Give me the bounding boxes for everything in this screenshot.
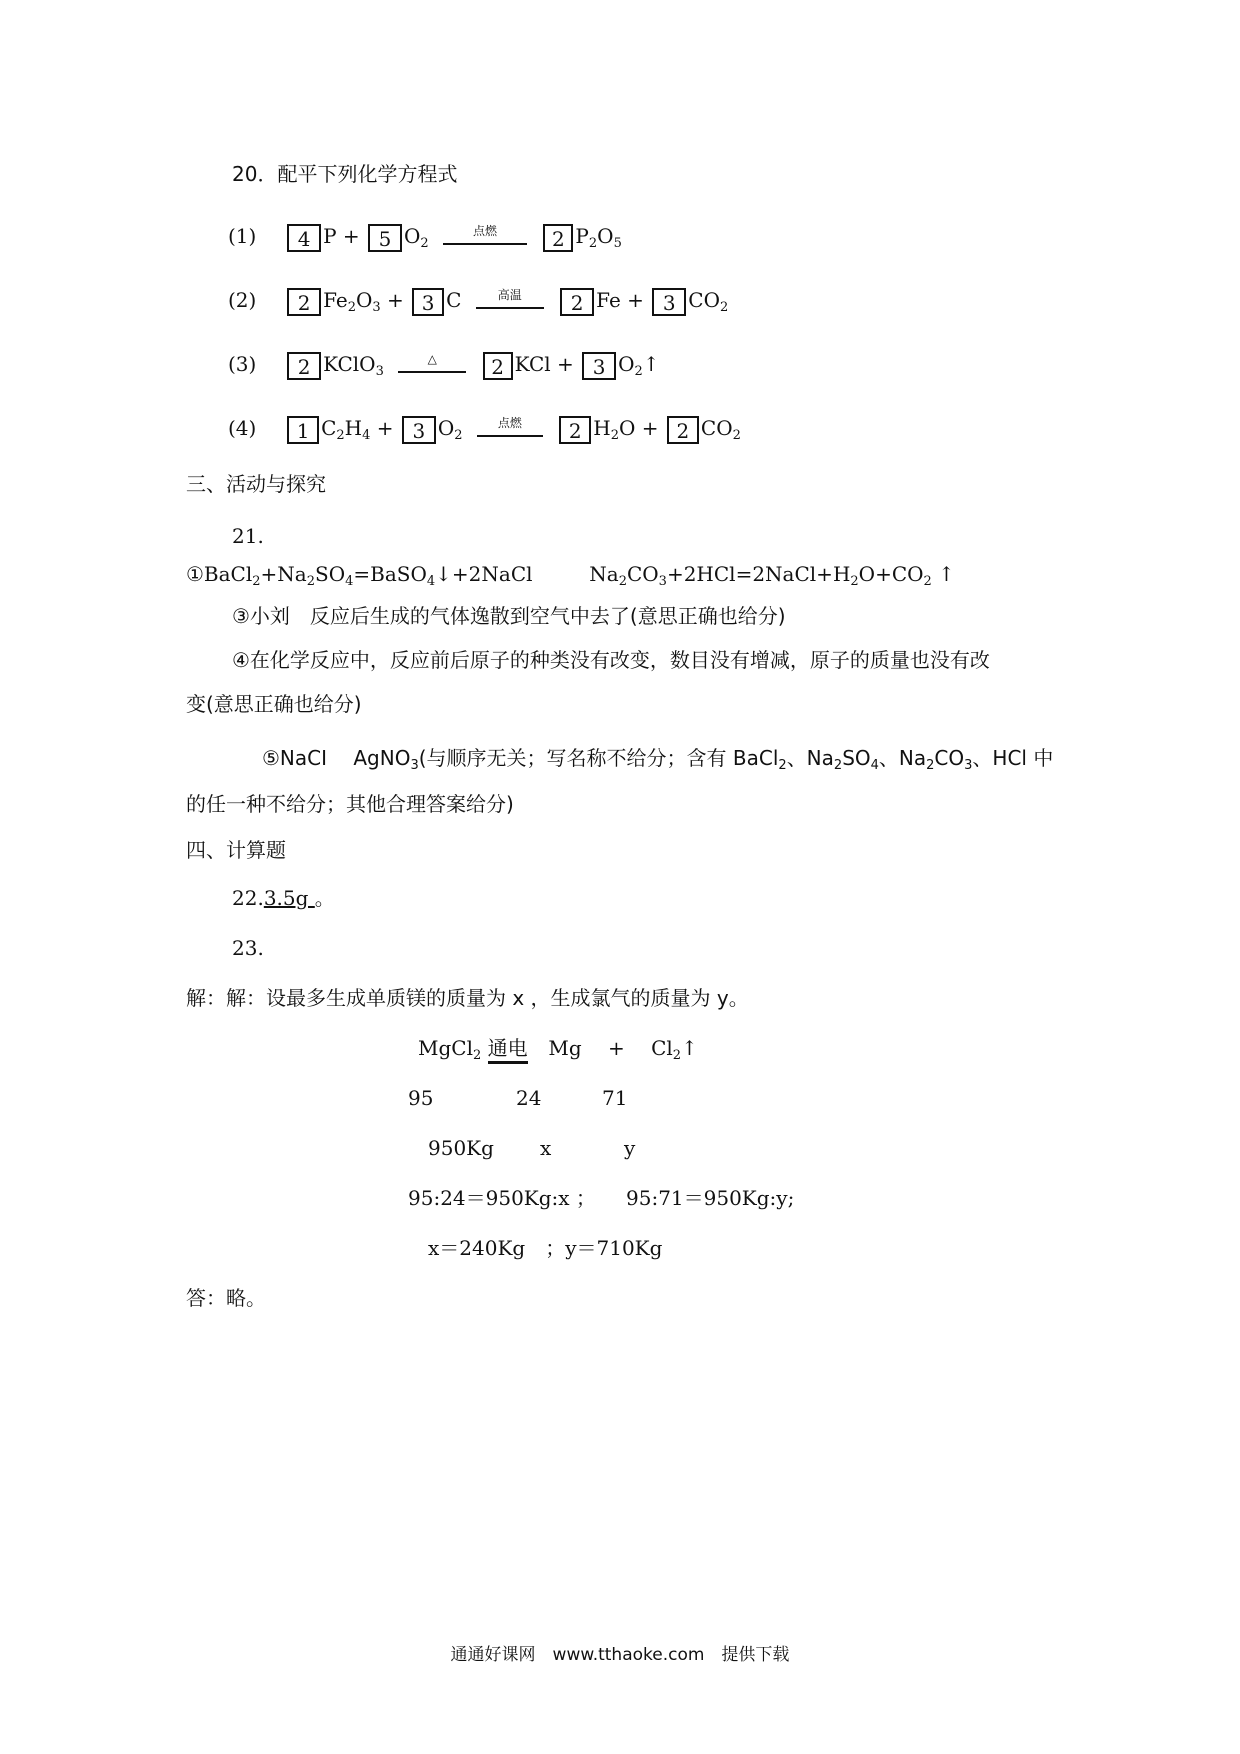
formula: O <box>618 352 635 376</box>
answer-4-line1: ④在化学反应中，反应前后原子的种类没有改变，数目没有增减，原子的质量也没有改 <box>232 648 990 672</box>
q20-title: 20．配平下列化学方程式 <box>232 162 458 186</box>
q23-solution: 解：解：设最多生成单质镁的质量为 x ，生成氯气的质量为 y。 <box>186 986 749 1010</box>
reaction-condition: 点燃 <box>473 223 498 238</box>
answer-3: ③小刘 反应后生成的气体逸散到空气中去了(意思正确也给分) <box>232 604 786 628</box>
equation-number: (1) <box>228 224 257 248</box>
reaction-arrow <box>476 287 544 309</box>
formula: C <box>321 416 337 440</box>
answer-5-line2: 的任一种不给分；其他合理答案给分) <box>186 792 514 816</box>
molar-mass-b: 24 <box>516 1086 542 1110</box>
gas-arrow-icon: ↑ <box>642 352 660 376</box>
formula: KClO <box>323 352 376 376</box>
coefficient-box: 2 <box>287 288 321 316</box>
coefficient-box: 5 <box>368 224 402 252</box>
equation-b: $Na_2CO_3+2HCl=2NaCl+H_2O+CO_2$ ↑ <box>589 562 955 589</box>
formula: P + <box>323 224 360 248</box>
coefficient-box: 2 <box>483 352 513 380</box>
formula: Fe <box>323 288 348 312</box>
equation-number: (3) <box>228 352 257 376</box>
coefficient-box: 3 <box>412 288 444 316</box>
q22: 22.3.5g 。 <box>232 886 335 910</box>
reaction-arrow <box>477 415 543 437</box>
equation-a: $①BaCl_2+Na_2SO_4=BaSO_4↓+2NaCl$ <box>186 562 533 589</box>
formula: O <box>437 416 455 440</box>
page-footer: 通通好课网 www.tthaoke.com 提供下载 <box>450 1645 790 1665</box>
section-heading: 三、活动与探究 <box>186 472 326 496</box>
equation-number: (4) <box>228 416 257 440</box>
coefficient-box: 1 <box>287 416 319 444</box>
q23-equation: MgCl$_2$ 通电 Mg + $Cl_2↑$ <box>418 1036 698 1063</box>
answer-5-line1: ⑤NaCI AgNO$_3$(与顺序无关；写名称不给分；含有 BaCl$_2$、$Na_2SO_4$、$Na_2CO_3$、HCl 中 <box>262 746 1054 773</box>
equation-number: (2) <box>228 288 257 312</box>
gas-arrow-icon: ↑ <box>681 1036 698 1060</box>
reaction-arrow <box>443 223 527 245</box>
formula: Fe + <box>596 288 644 312</box>
formula: H <box>593 416 611 440</box>
coefficient-box: 2 <box>559 416 591 444</box>
coefficient-box: 4 <box>287 224 321 252</box>
answer-4-line2: 变(意思正确也给分) <box>186 692 362 716</box>
coefficient-box: 3 <box>582 352 616 380</box>
coefficient-box: 3 <box>652 288 686 316</box>
molar-mass-c: 71 <box>602 1086 628 1110</box>
q22-number: 22. <box>232 886 264 910</box>
q22-answer: 3.5g <box>263 886 315 910</box>
formula: CO <box>688 288 720 312</box>
ratio-1: 95:24＝950Kg:x ； <box>408 1186 596 1210</box>
final-answer: 答：略。 <box>186 1286 266 1310</box>
equation-1: (1) 4 P + 5 $O_2$ 点燃 2 $P_2O_5$ <box>228 222 622 258</box>
coefficient-box: 2 <box>543 224 573 252</box>
reaction-condition: △ <box>427 351 437 366</box>
reaction-arrow <box>398 351 466 373</box>
equation-2: (2) 2 $Fe_2O_3 + 3$ C 高温 2 Fe + 3 $CO_2$ <box>228 286 728 322</box>
equation-4: (4) 1 $C_2H_4 + 3$ $O_2$ 点燃 2 $H_2O + 2$ $CO_2$ <box>228 414 741 450</box>
equation-3: (3) 2 KClO$_3$ △ 2 KCl + 3 $O_2↑$ <box>228 350 660 386</box>
section-heading: 四、计算题 <box>186 838 286 862</box>
molar-mass-a: 95 <box>408 1086 434 1110</box>
q21-number: 21. <box>232 524 264 548</box>
given-c: y <box>624 1136 636 1160</box>
given-b: x <box>540 1136 552 1160</box>
ratio-2: 95:71＝950Kg:y; <box>626 1186 795 1210</box>
coefficient-box: 2 <box>667 416 699 444</box>
coefficient-box: 3 <box>402 416 436 444</box>
formula: O <box>404 224 421 248</box>
coefficient-box: 2 <box>560 288 594 316</box>
formula: C <box>446 288 462 312</box>
formula: CO <box>700 416 733 440</box>
given-a: 950Kg <box>428 1136 494 1160</box>
formula: P <box>575 224 589 248</box>
reaction-condition: 高温 <box>497 287 522 302</box>
reaction-condition: 点燃 <box>497 415 522 430</box>
q21-equations <box>186 560 955 596</box>
q23-number: 23. <box>232 936 264 960</box>
coefficient-box: 2 <box>287 352 321 380</box>
formula: KCl + <box>514 352 574 376</box>
reaction-condition: 通电 <box>488 1036 528 1064</box>
result: x＝240Kg ；y＝710Kg <box>428 1236 663 1260</box>
